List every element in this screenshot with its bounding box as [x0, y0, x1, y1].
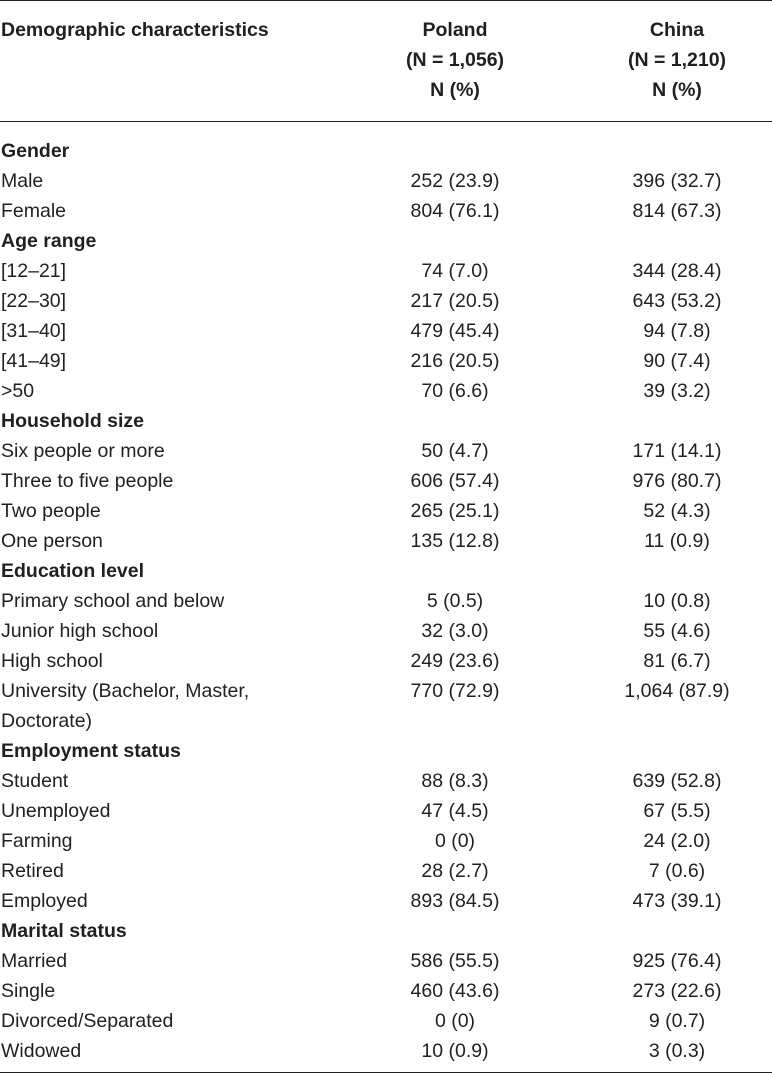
row-label: Widowed [1, 1040, 82, 1062]
row-poland-value: 804 (76.1) [410, 200, 500, 222]
table-row [0, 1036, 772, 1066]
table-row [0, 946, 772, 976]
row-china-value: 473 (39.1) [632, 890, 722, 912]
row-label: Three to five people [1, 470, 174, 492]
row-label: [12–21] [1, 260, 67, 282]
row-poland-value: 0 (0) [434, 1010, 476, 1032]
table-row [0, 586, 772, 616]
table-row [0, 166, 772, 196]
row-china-value: 273 (22.6) [632, 980, 722, 1002]
row-china-value: 52 (4.3) [643, 500, 711, 522]
row-label: Six people or more [1, 440, 165, 462]
header-china [597, 15, 757, 105]
table-row [0, 256, 772, 286]
row-poland-value: 586 (55.5) [410, 950, 500, 972]
section-row [0, 736, 772, 766]
table-row [0, 766, 772, 796]
table-row [0, 496, 772, 526]
section-row [0, 556, 772, 586]
row-poland-value: 0 (0) [434, 830, 476, 852]
section-title: Age range [1, 230, 97, 252]
row-label: Primary school and below [1, 590, 225, 612]
header-china-n: (N = 1,210) [627, 49, 727, 71]
row-china-value: 976 (80.7) [632, 470, 722, 492]
row-label: Retired [1, 860, 64, 882]
row-china-value: 55 (4.6) [643, 620, 711, 642]
section-row [0, 916, 772, 946]
row-label: High school [1, 650, 103, 672]
row-label: University (Bachelor, Master, Doctorate) [1, 680, 250, 732]
row-label: [41–49] [1, 350, 67, 372]
row-poland-value: 70 (6.6) [421, 380, 489, 402]
row-poland-value: 479 (45.4) [410, 320, 500, 342]
section-row [0, 406, 772, 436]
row-label: >50 [1, 380, 35, 402]
row-china-value: 925 (76.4) [632, 950, 722, 972]
row-china-value: 639 (52.8) [632, 770, 722, 792]
table-row [0, 346, 772, 376]
header-poland-name: Poland [422, 19, 488, 41]
row-label: [31–40] [1, 320, 67, 342]
row-china-value: 11 (0.9) [644, 530, 710, 552]
table-row [0, 886, 772, 916]
section-title: Education level [1, 560, 145, 582]
row-china-value: 67 (5.5) [643, 800, 711, 822]
row-poland-value: 50 (4.7) [421, 440, 489, 462]
table-row [0, 316, 772, 346]
row-poland-value: 216 (20.5) [410, 350, 500, 372]
header-china-unit: N (%) [652, 79, 702, 101]
header-poland-n: (N = 1,056) [405, 49, 505, 71]
row-poland-value: 217 (20.5) [410, 290, 500, 312]
header-label: Demographic characteristics [1, 19, 269, 41]
row-label: Female [1, 200, 67, 222]
row-china-value: 9 (0.7) [648, 1010, 706, 1032]
table-row [0, 856, 772, 886]
row-label: Junior high school [1, 620, 159, 642]
row-china-value: 1,064 (87.9) [624, 680, 730, 702]
row-china-value: 643 (53.2) [632, 290, 722, 312]
row-poland-value: 249 (23.6) [410, 650, 500, 672]
row-china-value: 39 (3.2) [643, 380, 711, 402]
row-poland-value: 88 (8.3) [421, 770, 489, 792]
header-poland-unit: N (%) [430, 79, 480, 101]
table-row [0, 616, 772, 646]
table-row [0, 976, 772, 1006]
table-row [0, 466, 772, 496]
row-label: Divorced/Separated [1, 1010, 174, 1032]
table-row [0, 646, 772, 676]
row-china-value: 81 (6.7) [643, 650, 711, 672]
row-poland-value: 5 (0.5) [426, 590, 484, 612]
table-row [0, 196, 772, 226]
row-poland-value: 74 (7.0) [421, 260, 489, 282]
section-row [0, 136, 772, 166]
row-label: Married [1, 950, 68, 972]
table-body [0, 122, 772, 1066]
row-china-value: 396 (32.7) [632, 170, 722, 192]
table-row [0, 286, 772, 316]
table-row [0, 436, 772, 466]
row-poland-value: 606 (57.4) [410, 470, 500, 492]
row-label: Farming [1, 830, 73, 852]
section-title: Gender [1, 140, 70, 162]
row-poland-value: 265 (25.1) [410, 500, 500, 522]
row-label: Male [1, 170, 44, 192]
row-china-value: 90 (7.4) [643, 350, 711, 372]
row-china-value: 344 (28.4) [632, 260, 722, 282]
row-label: Employed [1, 890, 88, 912]
section-title: Employment status [1, 740, 181, 762]
section-title: Marital status [1, 920, 127, 942]
row-poland-value: 28 (2.7) [421, 860, 489, 882]
row-poland-value: 460 (43.6) [410, 980, 500, 1002]
row-poland-value: 32 (3.0) [421, 620, 489, 642]
table-row [0, 1006, 772, 1036]
row-poland-value: 770 (72.9) [410, 680, 500, 702]
table-row [0, 676, 772, 736]
table-row [0, 526, 772, 556]
row-poland-value: 252 (23.9) [410, 170, 500, 192]
row-china-value: 3 (0.3) [648, 1040, 706, 1062]
row-china-value: 814 (67.3) [632, 200, 722, 222]
row-china-value: 7 (0.6) [648, 860, 706, 882]
table-row [0, 376, 772, 406]
section-row [0, 226, 772, 256]
row-china-value: 171 (14.1) [632, 440, 722, 462]
row-label: Unemployed [1, 800, 111, 822]
row-poland-value: 893 (84.5) [410, 890, 500, 912]
row-china-value: 94 (7.8) [643, 320, 711, 342]
row-label: One person [1, 530, 103, 552]
header-poland [375, 15, 535, 105]
row-label: Two people [1, 500, 101, 522]
row-china-value: 24 (2.0) [643, 830, 711, 852]
row-poland-value: 135 (12.8) [410, 530, 500, 552]
row-label: Single [1, 980, 56, 1002]
row-poland-value: 10 (0.9) [421, 1040, 489, 1062]
row-poland-value: 47 (4.5) [421, 800, 489, 822]
table-row [0, 796, 772, 826]
table-row [0, 826, 772, 856]
row-label: Student [1, 770, 69, 792]
row-china-value: 10 (0.8) [643, 590, 711, 612]
row-label: [22–30] [1, 290, 67, 312]
header-china-name: China [649, 19, 705, 41]
section-title: Household size [1, 410, 145, 432]
table-header [0, 1, 772, 121]
